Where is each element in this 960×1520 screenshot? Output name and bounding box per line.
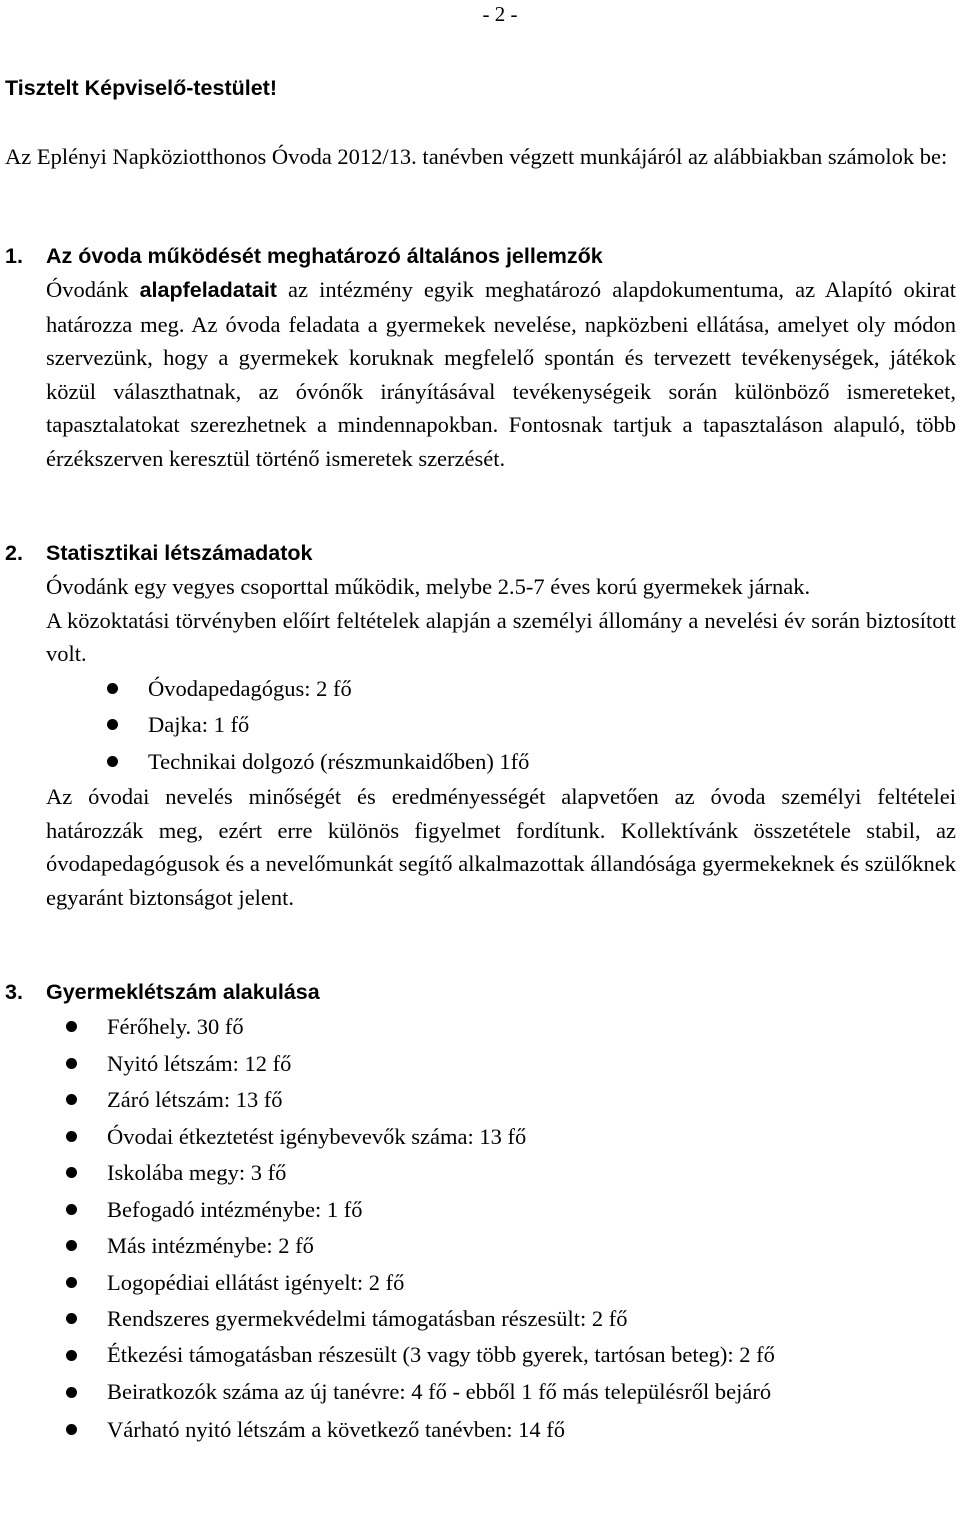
list-item [46, 707, 956, 744]
bullet-icon [66, 1350, 77, 1361]
section-body [46, 273, 956, 475]
list-item [5, 1228, 957, 1265]
list-item-text: Záró létszám: 13 fő [107, 1087, 283, 1112]
bullet-icon [66, 1424, 77, 1435]
list-item [5, 1375, 957, 1412]
section-body [46, 570, 956, 914]
list-item-text: Várható nyitó létszám a következő tanévben: 14 fő [107, 1416, 565, 1442]
bullet-icon [66, 1387, 77, 1398]
list-item-text: Rendszeres gyermekvédelmi támogatásban részesült: 2 fő [107, 1306, 628, 1331]
bullet-icon [107, 719, 118, 730]
salutation-heading: Tisztelt Képviselő-testület! [5, 76, 277, 100]
section-title: Statisztikai létszámadatok [46, 541, 313, 565]
bullet-icon [107, 683, 118, 694]
bullet-icon [66, 1167, 77, 1178]
intro-paragraph [5, 140, 957, 174]
section-title: Gyermeklétszám alakulása [46, 980, 320, 1004]
list-item [5, 1192, 957, 1229]
intro-text: Az Eplényi Napköziotthonos Óvoda 2012/13. tanévben végzett munkájáról az alábbiakban számolok be: [5, 144, 948, 169]
section-heading [5, 537, 957, 570]
list-item-text: Óvodai étkeztetést igénybevevők száma: 13 fő [107, 1123, 527, 1149]
section-paragraph: A közoktatási törvényben előírt feltételek alapján a személyi állomány a nevelési év során biztosított volt. [46, 607, 956, 666]
list-item [5, 1082, 957, 1119]
staff-list [46, 671, 956, 781]
bullet-icon [66, 1313, 77, 1324]
list-item [46, 744, 956, 781]
list-item-text: Iskolába megy: 3 fő [107, 1160, 287, 1185]
text-run: az intézmény egyik meghatározó alapdokumentuma, az Alapító okirat határozza meg. Az óvoda feladata a gyermekek nevelése, napközbeni ellátása, amelyet oly módon szervezünk, hogy a gyermekek koruknak megfelelő spontán és tervezett tevékenységek, játékok közül választhatnak, az óvónők irányításával tevékenységeik során különböző ismereteket, tapasztalatokat szerezhetnek a mindennapokban. Fontosnak tartjuk a tapasztaláson alapuló, több érzékszerven keresztül történő ismeretek szerzését. [46, 277, 956, 471]
section-paragraph [46, 273, 956, 475]
list-item [5, 1046, 957, 1083]
list-item-text: Beiratkozók száma az új tanévre: 4 fő - ebből 1 fő más településről bejáró [107, 1378, 772, 1404]
section-general-characteristics [5, 240, 957, 475]
section-heading [5, 976, 957, 1009]
list-item [5, 1301, 957, 1338]
list-item [5, 1338, 957, 1375]
bullet-icon [107, 756, 118, 767]
list-item-text: Férőhely. 30 fő [107, 1014, 244, 1039]
list-item [46, 671, 956, 708]
section-paragraph: Az óvodai nevelés minőségét és eredményességét alapvetően az óvoda személyi feltételei határozzák meg, ezért erre különös figyelmet fordítunk. Kollektívánk összetétele stabil, az óvodapedagógusok és a nevelőmunkát segítő alkalmazottak állandósága gyermekeknek és szülőknek egyaránt biztonságot jelent. [46, 784, 956, 910]
list-item-text: Nyitó létszám: 12 fő [107, 1050, 292, 1076]
list-item-text: Óvodapedagógus: 2 fő [148, 675, 352, 701]
text-run: Óvodánk [46, 277, 140, 302]
section-statistics [5, 537, 957, 914]
section-number: 1. [5, 244, 23, 268]
bullet-icon [66, 1021, 77, 1032]
list-item-text: Technikai dolgozó (részmunkaidőben) 1fő [148, 748, 530, 774]
section-paragraph: Óvodánk egy vegyes csoporttal működik, melybe 2.5-7 éves korú gyermekek járnak. [46, 574, 811, 599]
bullet-icon [66, 1204, 77, 1215]
child-stats-list [5, 1009, 957, 1448]
bullet-icon [66, 1131, 77, 1142]
section-heading [5, 240, 957, 273]
list-item-text: Más intézménybe: 2 fő [107, 1233, 314, 1258]
list-item [5, 1155, 957, 1192]
section-number: 2. [5, 541, 23, 565]
bold-term: alapfeladatait [139, 278, 277, 302]
bullet-icon [66, 1240, 77, 1251]
bullet-icon [66, 1058, 77, 1069]
list-item-text: Dajka: 1 fő [148, 712, 250, 737]
bullet-icon [66, 1277, 77, 1288]
list-item [5, 1412, 957, 1449]
section-child-numbers [5, 976, 957, 1448]
list-item-text: Logopédiai ellátást igényelt: 2 fő [107, 1269, 405, 1295]
page-number: - 2 - [482, 2, 518, 26]
list-item [5, 1119, 957, 1156]
list-item-text: Étkezési támogatásban részesült (3 vagy több gyerek, tartósan beteg): 2 fő [107, 1341, 775, 1367]
bullet-icon [66, 1094, 77, 1105]
list-item [5, 1009, 957, 1046]
section-title: Az óvoda működését meghatározó általános jellemzők [46, 244, 603, 268]
section-number: 3. [5, 980, 23, 1004]
list-item-text: Befogadó intézménybe: 1 fő [107, 1196, 363, 1222]
list-item [5, 1265, 957, 1302]
